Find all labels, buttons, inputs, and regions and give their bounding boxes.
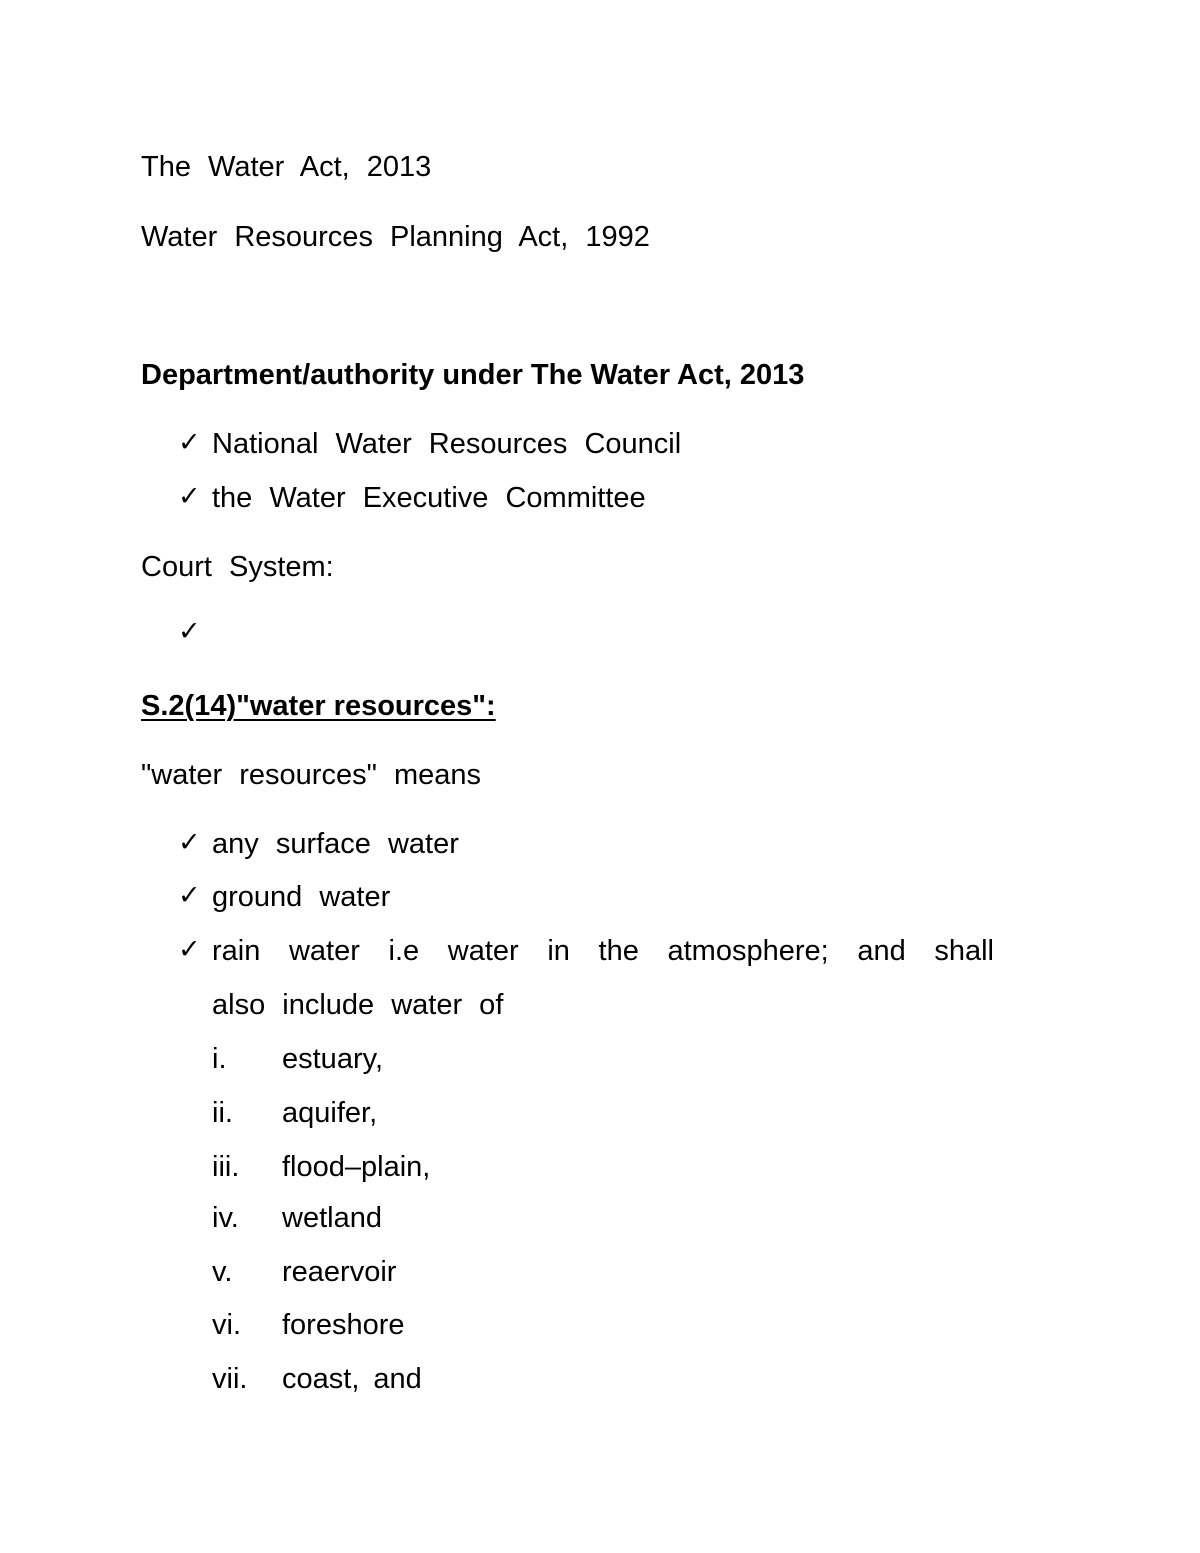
definition-item: any surface water <box>212 828 459 860</box>
authority-heading: Department/authority under The Water Act, 2013 <box>141 359 805 391</box>
sub-item-text: aquifer, <box>282 1097 378 1129</box>
sub-item-numeral: iii. <box>212 1151 240 1183</box>
definition-intro: "water resources" means <box>141 759 481 791</box>
definition-heading: S.2(14)"water resources": <box>141 690 496 722</box>
definition-item: ground water <box>212 881 391 913</box>
act-title-water-act: The Water Act, 2013 <box>141 151 432 183</box>
sub-item-text: estuary, <box>282 1043 384 1075</box>
authority-item: the Water Executive Committee <box>212 482 646 514</box>
checkmark-icon: ✓ <box>178 880 201 911</box>
definition-item: rain water i.e water in the atmosphere; and shall <box>212 935 994 967</box>
sub-item-numeral: ii. <box>212 1097 233 1129</box>
act-title-planning-act: Water Resources Planning Act, 1992 <box>141 221 650 253</box>
sub-item-numeral: v. <box>212 1256 233 1288</box>
sub-item-numeral: i. <box>212 1043 227 1075</box>
checkmark-icon: ✓ <box>178 827 201 858</box>
sub-item-text: reaervoir <box>282 1256 397 1288</box>
sub-item-text: flood–plain, <box>282 1151 431 1183</box>
sub-item-numeral: vii. <box>212 1363 248 1395</box>
sub-item-numeral: vi. <box>212 1309 241 1341</box>
sub-item-numeral: iv. <box>212 1202 239 1234</box>
authority-item: National Water Resources Council <box>212 428 682 460</box>
checkmark-icon: ✓ <box>178 427 201 458</box>
checkmark-icon: ✓ <box>178 616 201 647</box>
checkmark-icon: ✓ <box>178 481 201 512</box>
sub-item-text: foreshore <box>282 1309 405 1341</box>
checkmark-icon: ✓ <box>178 934 201 965</box>
court-system-label: Court System: <box>141 551 334 583</box>
sub-item-text: coast, and <box>282 1363 422 1395</box>
sub-item-text: wetland <box>282 1202 382 1234</box>
definition-continuation: also include water of <box>212 989 504 1021</box>
